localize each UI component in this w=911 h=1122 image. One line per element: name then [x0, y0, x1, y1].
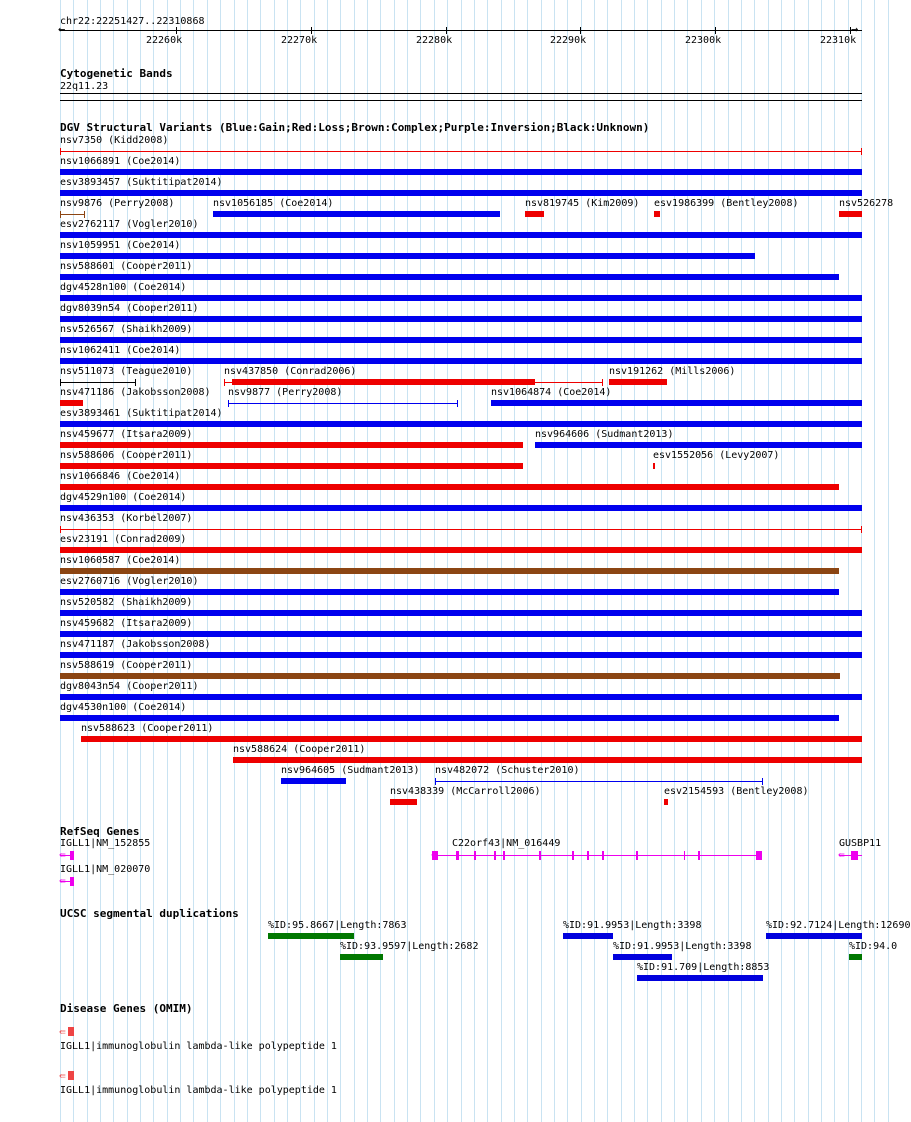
omim-gene-label[interactable]: IGLL1|immunoglobulin lambda-like polypeptide 1: [60, 1085, 337, 1096]
ruler-tick: [580, 27, 581, 34]
dgv-variant-label[interactable]: nsv1056185 (Coe2014): [213, 198, 334, 209]
segdup-label[interactable]: %ID:91.709|Length:8853: [637, 962, 770, 973]
dgv-variant-label[interactable]: nsv436353 (Korbel2007): [60, 513, 193, 524]
dgv-variant-bar[interactable]: [654, 211, 660, 217]
refseq-exon[interactable]: [636, 851, 638, 860]
dgv-variant-bar[interactable]: [60, 631, 862, 637]
refseq-exon[interactable]: [70, 877, 74, 886]
refseq-gene-label[interactable]: GUSBP11: [839, 838, 882, 849]
refseq-exon[interactable]: [494, 851, 496, 860]
refseq-gene-label[interactable]: IGLL1|NM_020070: [60, 864, 151, 875]
segdup-track-title: UCSC segmental duplications: [60, 907, 239, 920]
dgv-variant-end-tick: [60, 148, 61, 155]
dgv-variant-label[interactable]: nsv1060587 (Coe2014): [60, 555, 181, 566]
dgv-variant-label[interactable]: nsv588601 (Cooper2011): [60, 261, 193, 272]
dgv-variant-label[interactable]: nsv1066891 (Coe2014): [60, 156, 181, 167]
dgv-variant-label[interactable]: nsv964606 (Sudmant2013): [535, 429, 674, 440]
dgv-variant-bar[interactable]: [60, 421, 862, 427]
dgv-variant-end-tick: [60, 526, 61, 533]
dgv-variant-end-tick: [60, 211, 61, 218]
dgv-variant-end-tick: [861, 526, 862, 533]
dgv-variant-label[interactable]: nsv588619 (Cooper2011): [60, 660, 193, 671]
ruler-axis-line: [60, 30, 862, 31]
dgv-variant-bar[interactable]: [81, 736, 862, 742]
refseq-intron-line[interactable]: [432, 855, 762, 856]
dgv-variant-line[interactable]: [60, 529, 862, 530]
dgv-variant-end-tick: [228, 400, 229, 407]
dgv-variant-bar[interactable]: [609, 379, 667, 385]
dgv-variant-line[interactable]: [435, 781, 763, 782]
dgv-variant-bar[interactable]: [653, 463, 655, 469]
dgv-variant-label[interactable]: nsv819745 (Kim2009): [525, 198, 640, 209]
refseq-exon[interactable]: [456, 851, 459, 860]
refseq-gene-label[interactable]: C22orf43|NM_016449: [452, 838, 561, 849]
dgv-variant-end-tick: [762, 778, 763, 785]
refseq-exon[interactable]: [587, 851, 589, 860]
dgv-variant-label[interactable]: dgv4530n100 (Coe2014): [60, 702, 187, 713]
dgv-variant-bar[interactable]: [60, 442, 523, 448]
segdup-bar[interactable]: [766, 933, 862, 939]
segdup-bar[interactable]: [340, 954, 383, 960]
refseq-exon[interactable]: [572, 851, 574, 860]
refseq-gene-label[interactable]: IGLL1|NM_152855: [60, 838, 151, 849]
ruler-tick-label: 22280k: [416, 35, 453, 46]
dgv-variant-label[interactable]: nsv588624 (Cooper2011): [233, 744, 366, 755]
dgv-variant-bar[interactable]: [60, 673, 840, 679]
dgv-variant-bar[interactable]: [233, 757, 862, 763]
dgv-variant-label[interactable]: nsv526278: [839, 198, 894, 209]
dgv-variant-bar[interactable]: [213, 211, 500, 217]
dgv-variant-bar[interactable]: [60, 463, 523, 469]
segdup-bar[interactable]: [268, 933, 354, 939]
dgv-variant-bar[interactable]: [60, 358, 862, 364]
dgv-variant-line[interactable]: [60, 151, 862, 152]
refseq-exon[interactable]: [602, 851, 604, 860]
dgv-variant-end-tick: [861, 148, 862, 155]
dgv-variant-label[interactable]: nsv438339 (McCarroll2006): [390, 786, 541, 797]
ruler-tick: [850, 27, 851, 34]
dgv-variant-bar[interactable]: [664, 799, 668, 805]
dgv-variant-bar[interactable]: [60, 274, 839, 280]
dgv-variant-label[interactable]: esv2762117 (Vogler2010): [60, 219, 199, 230]
ruler-tick-label: 22290k: [550, 35, 587, 46]
omim-track-title: Disease Genes (OMIM): [60, 1002, 193, 1015]
dgv-variant-bar[interactable]: [60, 610, 862, 616]
ruler-tick: [715, 27, 716, 34]
dgv-variant-bar[interactable]: [281, 778, 346, 784]
dgv-variant-label[interactable]: nsv526567 (Shaikh2009): [60, 324, 193, 335]
strand-arrow-icon: ⇚: [838, 848, 845, 861]
dgv-variant-bar[interactable]: [390, 799, 417, 805]
refseq-exon[interactable]: [474, 851, 476, 860]
ruler-tick-label: 22310k: [820, 35, 857, 46]
dgv-variant-label[interactable]: nsv459677 (Itsara2009): [60, 429, 193, 440]
dgv-variant-bar[interactable]: [60, 337, 862, 343]
dgv-variant-bar[interactable]: [60, 295, 862, 301]
grid-line: [874, 0, 875, 1122]
refseq-exon[interactable]: [503, 851, 505, 860]
dgv-variant-label[interactable]: esv1986399 (Bentley2008): [654, 198, 799, 209]
dgv-variant-label[interactable]: esv2760716 (Vogler2010): [60, 576, 199, 587]
dgv-variant-bar[interactable]: [60, 253, 755, 259]
segdup-bar[interactable]: [563, 933, 613, 939]
ruler-left-arrow: ←: [58, 22, 66, 36]
dgv-variant-bar[interactable]: [60, 715, 839, 721]
dgv-variant-label[interactable]: nsv588606 (Cooper2011): [60, 450, 193, 461]
dgv-variant-bar[interactable]: [60, 400, 83, 406]
dgv-variant-label[interactable]: nsv520582 (Shaikh2009): [60, 597, 193, 608]
segdup-label[interactable]: %ID:95.8667|Length:7863: [268, 920, 407, 931]
dgv-variant-label[interactable]: nsv471186 (Jakobsson2008): [60, 387, 211, 398]
cytoband-label: 22q11.23: [60, 81, 109, 92]
dgv-variant-end-tick: [84, 211, 85, 218]
segdup-label[interactable]: %ID:94.0: [849, 941, 898, 952]
strand-arrow-icon: ⇚: [59, 848, 66, 861]
segdup-bar[interactable]: [849, 954, 862, 960]
refseq-exon[interactable]: [756, 851, 762, 860]
dgv-variant-bar[interactable]: [60, 484, 839, 490]
dgv-variant-bar[interactable]: [839, 211, 862, 217]
dgv-variant-label[interactable]: esv1552056 (Levy2007): [653, 450, 780, 461]
dgv-variant-line[interactable]: [60, 382, 136, 383]
dgv-variant-label[interactable]: dgv8043n54 (Cooper2011): [60, 681, 199, 692]
dgv-variant-label[interactable]: esv2154593 (Bentley2008): [664, 786, 809, 797]
dgv-variant-bar[interactable]: [491, 400, 862, 406]
ruler-tick: [176, 27, 177, 34]
dgv-variant-label[interactable]: nsv191262 (Mills2006): [609, 366, 736, 377]
dgv-variant-label[interactable]: esv23191 (Conrad2009): [60, 534, 187, 545]
dgv-variant-label[interactable]: nsv511073 (Teague2010): [60, 366, 193, 377]
dgv-variant-label[interactable]: nsv964605 (Sudmant2013): [281, 765, 420, 776]
omim-gene-box[interactable]: [68, 1027, 74, 1036]
ruler-tick-label: 22300k: [685, 35, 722, 46]
refseq-exon[interactable]: [539, 851, 541, 860]
grid-line: [888, 0, 889, 1122]
omim-gene-label[interactable]: IGLL1|immunoglobulin lambda-like polypeptide 1: [60, 1041, 337, 1052]
segdup-label[interactable]: %ID:91.9953|Length:3398: [563, 920, 702, 931]
dgv-variant-label[interactable]: nsv1059951 (Coe2014): [60, 240, 181, 251]
dgv-variant-end-tick: [602, 379, 603, 386]
dgv-variant-bar[interactable]: [60, 547, 862, 553]
dgv-variant-bar[interactable]: [535, 442, 862, 448]
dgv-variant-label[interactable]: esv3893461 (Suktitipat2014): [60, 408, 223, 419]
dgv-variant-label[interactable]: nsv459682 (Itsara2009): [60, 618, 193, 629]
dgv-variant-bar[interactable]: [60, 232, 862, 238]
dgv-variant-label[interactable]: nsv1066846 (Coe2014): [60, 471, 181, 482]
dgv-variant-bar[interactable]: [60, 505, 862, 511]
dgv-variant-end-tick: [457, 400, 458, 407]
dgv-variant-label[interactable]: nsv1062411 (Coe2014): [60, 345, 181, 356]
dgv-variant-end-tick: [135, 379, 136, 386]
segdup-label[interactable]: %ID:92.7124|Length:12690: [766, 920, 911, 931]
dgv-variant-bar[interactable]: [60, 568, 839, 574]
dgv-variant-bar[interactable]: [60, 190, 862, 196]
refseq-exon[interactable]: [851, 851, 858, 860]
refseq-exon[interactable]: [432, 851, 438, 860]
refseq-exon[interactable]: [70, 851, 74, 860]
dgv-variant-label[interactable]: nsv588623 (Cooper2011): [81, 723, 214, 734]
refseq-exon[interactable]: [684, 851, 685, 860]
dgv-variant-label[interactable]: dgv8039n54 (Cooper2011): [60, 303, 199, 314]
ruler-tick: [311, 27, 312, 34]
ruler-tick: [446, 27, 447, 34]
strand-arrow-icon: ⇚: [59, 1069, 66, 1082]
dgv-track-title: DGV Structural Variants (Blue:Gain;Red:Loss;Brown:Complex;Purple:Inversion;Black:Unknown): [60, 121, 650, 134]
cytoband-outline-top: [60, 93, 862, 94]
ruler-tick-label: 22270k: [281, 35, 318, 46]
ruler-tick-label: 22260k: [146, 35, 183, 46]
dgv-variant-end-tick: [224, 379, 225, 386]
cytoband-outline-bottom: [60, 100, 862, 101]
omim-gene-box[interactable]: [68, 1071, 74, 1080]
refseq-track-title: RefSeq Genes: [60, 825, 140, 838]
dgv-variant-label[interactable]: nsv1064874 (Coe2014): [491, 387, 612, 398]
dgv-variant-label[interactable]: esv3893457 (Suktitipat2014): [60, 177, 223, 188]
dgv-variant-label[interactable]: nsv7350 (Kidd2008): [60, 135, 169, 146]
cytoband-track-title: Cytogenetic Bands: [60, 67, 173, 80]
dgv-variant-bar[interactable]: [60, 169, 862, 175]
dgv-variant-bar[interactable]: [525, 211, 544, 217]
dgv-variant-label[interactable]: nsv9877 (Perry2008): [228, 387, 343, 398]
dgv-variant-label[interactable]: dgv4528n100 (Coe2014): [60, 282, 187, 293]
dgv-variant-bar[interactable]: [60, 589, 839, 595]
dgv-variant-label[interactable]: nsv471187 (Jakobsson2008): [60, 639, 211, 650]
segdup-bar[interactable]: [637, 975, 763, 981]
ruler-right-arrow: →: [851, 22, 859, 36]
segdup-bar[interactable]: [613, 954, 672, 960]
dgv-variant-line[interactable]: [228, 403, 458, 404]
dgv-variant-line[interactable]: [224, 382, 603, 383]
dgv-variant-label[interactable]: dgv4529n100 (Coe2014): [60, 492, 187, 503]
dgv-variant-label[interactable]: nsv437850 (Conrad2006): [224, 366, 357, 377]
strand-arrow-icon: ⇚: [59, 1025, 66, 1038]
refseq-exon[interactable]: [698, 851, 700, 860]
strand-arrow-icon: ⇚: [59, 874, 66, 887]
segdup-label[interactable]: %ID:91.9953|Length:3398: [613, 941, 752, 952]
dgv-variant-label[interactable]: nsv9876 (Perry2008): [60, 198, 175, 209]
dgv-variant-label[interactable]: nsv482072 (Schuster2010): [435, 765, 580, 776]
segdup-label[interactable]: %ID:93.9597|Length:2682: [340, 941, 479, 952]
dgv-variant-bar[interactable]: [60, 652, 862, 658]
dgv-variant-line[interactable]: [60, 214, 85, 215]
dgv-variant-bar[interactable]: [60, 694, 862, 700]
dgv-variant-bar[interactable]: [60, 316, 862, 322]
dgv-variant-end-tick: [435, 778, 436, 785]
dgv-variant-end-tick: [60, 379, 61, 386]
ruler-position-label: chr22:22251427..22310868: [60, 16, 205, 27]
